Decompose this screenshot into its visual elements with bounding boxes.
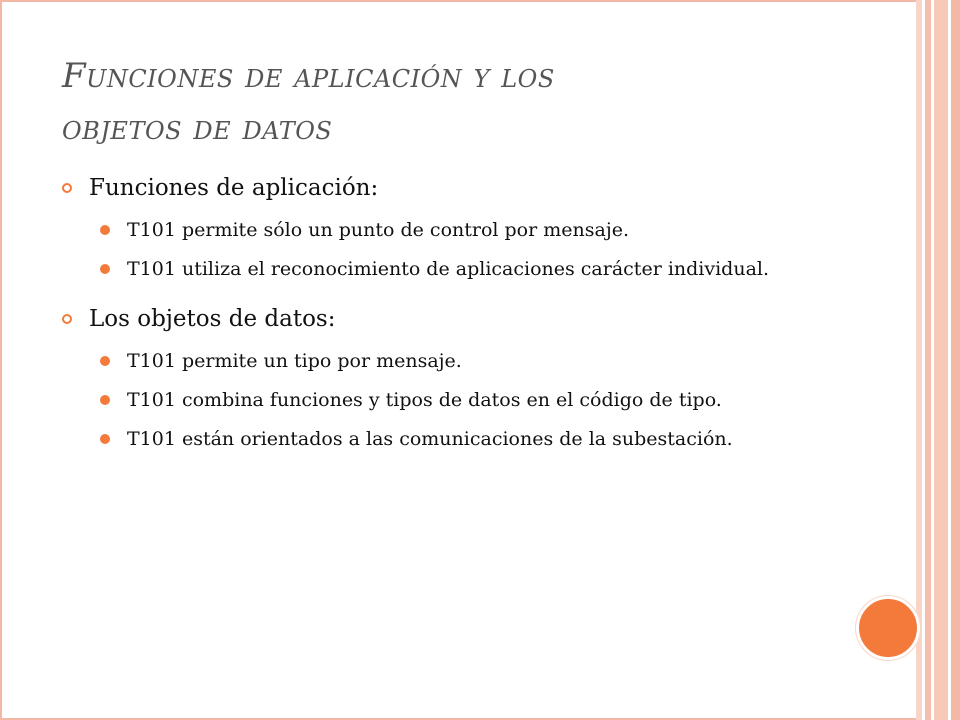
filled-circle-bullet-icon — [100, 225, 110, 235]
section-heading-funciones — [62, 172, 862, 204]
section-heading-text: Funciones de aplicación: — [89, 175, 379, 201]
right-decorative-stripes — [916, 0, 960, 720]
filled-circle-bullet-icon — [100, 264, 110, 274]
filled-circle-bullet-icon — [100, 434, 110, 444]
list-item-text: T101 permite sólo un punto de control por mensaje. — [127, 219, 629, 241]
frame-top-border — [0, 0, 920, 2]
filled-circle-bullet-icon — [100, 356, 110, 366]
list-item-text: T101 utiliza el reconocimiento de aplicaciones carácter individual. — [127, 258, 770, 280]
list-item — [62, 424, 817, 455]
orange-circle-decoration — [856, 596, 920, 660]
hollow-circle-bullet-icon — [62, 183, 72, 193]
list-item — [62, 385, 817, 416]
filled-circle-bullet-icon — [100, 395, 110, 405]
title-line-1: Funciones de aplicación y los — [62, 56, 555, 96]
list-item — [62, 346, 817, 377]
list-item — [62, 215, 817, 246]
hollow-circle-bullet-icon — [62, 314, 72, 324]
list-item-text: T101 están orientados a las comunicaciones de la subestación. — [127, 428, 733, 450]
section-heading-text: Los objetos de datos: — [89, 306, 336, 332]
list-item — [62, 254, 817, 285]
list-item-text: T101 permite un tipo por mensaje. — [127, 350, 462, 372]
title-line-2: objetos de datos — [62, 108, 333, 148]
section-heading-objetos — [62, 303, 862, 335]
frame-left-border — [0, 0, 2, 720]
slide-body — [62, 172, 862, 463]
slide-title — [62, 50, 882, 154]
list-item-text: T101 combina funciones y tipos de datos en el código de tipo. — [127, 389, 722, 411]
